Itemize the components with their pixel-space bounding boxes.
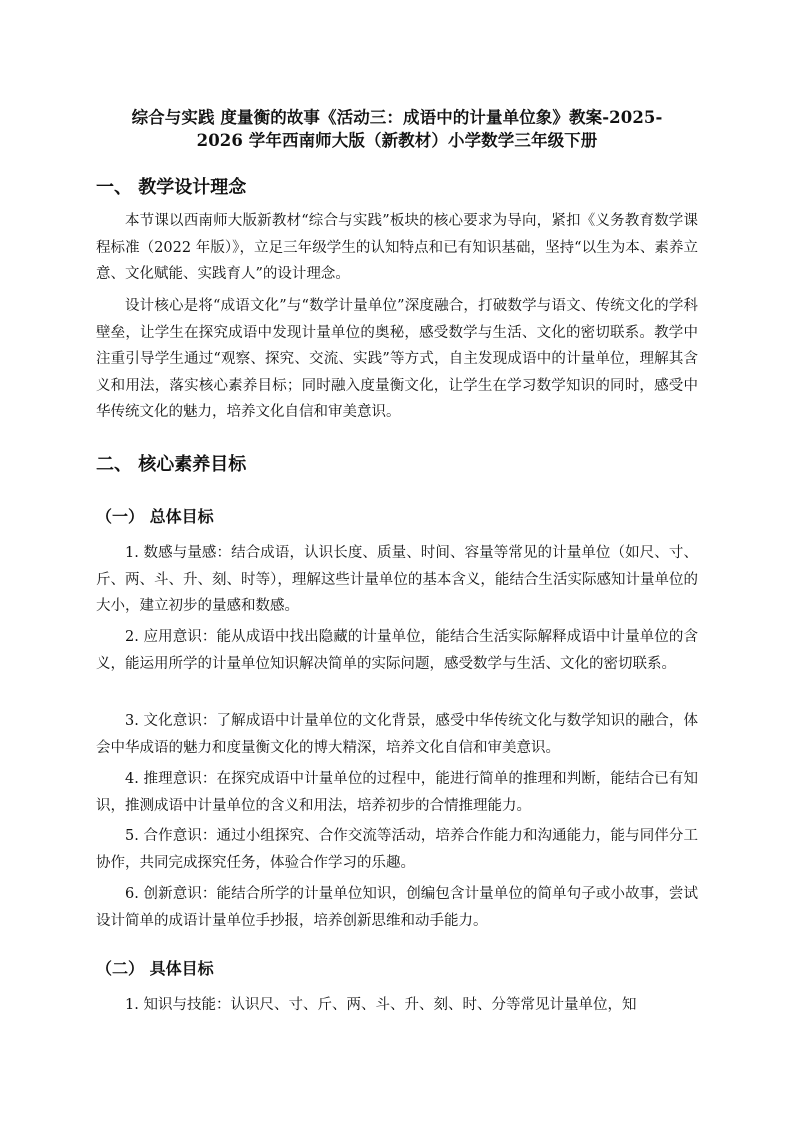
subsection-heading-1: （一） 总体目标 [96,507,214,526]
paragraph: 设计核心是将“成语文化”与“数学计量单位”深度融合，打破数学与语文、传统文化的学科壁垒，让学生在探究成语中发现计量单位的奥秘，感受数学与生活、文化的密切联系。教学中注重引导学生通过“观察、探究、交流、实践”等方式，自主发现成语中的计量单位，理解其含义和用法，落实核心素养目标；同时融入度量衡文化，让学生在学习数学知识的同时，感受中华传统文化的魅力，培养文化自信和审美意识。 [96,298,698,420]
title-line-1: 综合与实践 度量衡的故事《活动三：成语中的计量单位象》教案-2025- [131,108,663,127]
list-item: 5. 合作意识：通过小组探究、合作交流等活动，培养合作能力和沟通能力，能与同伴分工协作，共同完成探究任务，体验合作学习的乐趣。 [96,828,698,871]
title-line-2: 2026 学年西南师大版（新教材）小学数学三年级下册 [196,131,598,150]
list-item: 1. 数感与量感：结合成语，认识长度、质量、时间、容量等常见的计量单位（如尺、寸、斤、两、斗、升、刻、时等），理解这些计量单位的基本含义，能结合生活实际感知计量单位的大小，建立初步的量感和数感。 [96,545,698,614]
section-heading-2: 二、 核心素养目标 [96,454,247,475]
document-title [96,106,698,152]
list-item: 6. 创新意识：能结合所学的计量单位知识，创编包含计量单位的简单句子或小故事，尝试设计简单的成语计量单位手抄报，培养创新思维和动手能力。 [96,886,698,929]
section-heading-1: 一、 教学设计理念 [96,177,247,198]
subsection-heading-2: （二） 具体目标 [96,959,214,978]
list-item: 2. 应用意识：能从成语中找出隐藏的计量单位，能结合生活实际解释成语中计量单位的含义，能运用所学的计量单位知识解决简单的实际问题，感受数学与生活、文化的密切联系。 [96,629,698,672]
list-item: 3. 文化意识：了解成语中计量单位的文化背景，感受中华传统文化与数学知识的融合，体会中华成语的魅力和度量衡文化的博大精深，培养文化自信和审美意识。 [96,713,698,756]
list-item: 4. 推理意识：在探究成语中计量单位的过程中，能进行简单的推理和判断，能结合已有知识，推测成语中计量单位的含义和用法，培养初步的合情推理能力。 [96,771,698,814]
list-item: 1. 知识与技能：认识尺、寸、斤、两、斗、升、刻、时、分等常见计量单位，知 [125,997,637,1013]
paragraph: 本节课以西南师大版新教材“综合与实践”板块的核心要求为导向，紧扣《义务教育数学课程标准（2022 年版）》，立足三年级学生的认知特点和已有知识基础，坚持“以生为本、素养立意、文化赋能、实践育人”的设计理念。 [96,213,698,282]
